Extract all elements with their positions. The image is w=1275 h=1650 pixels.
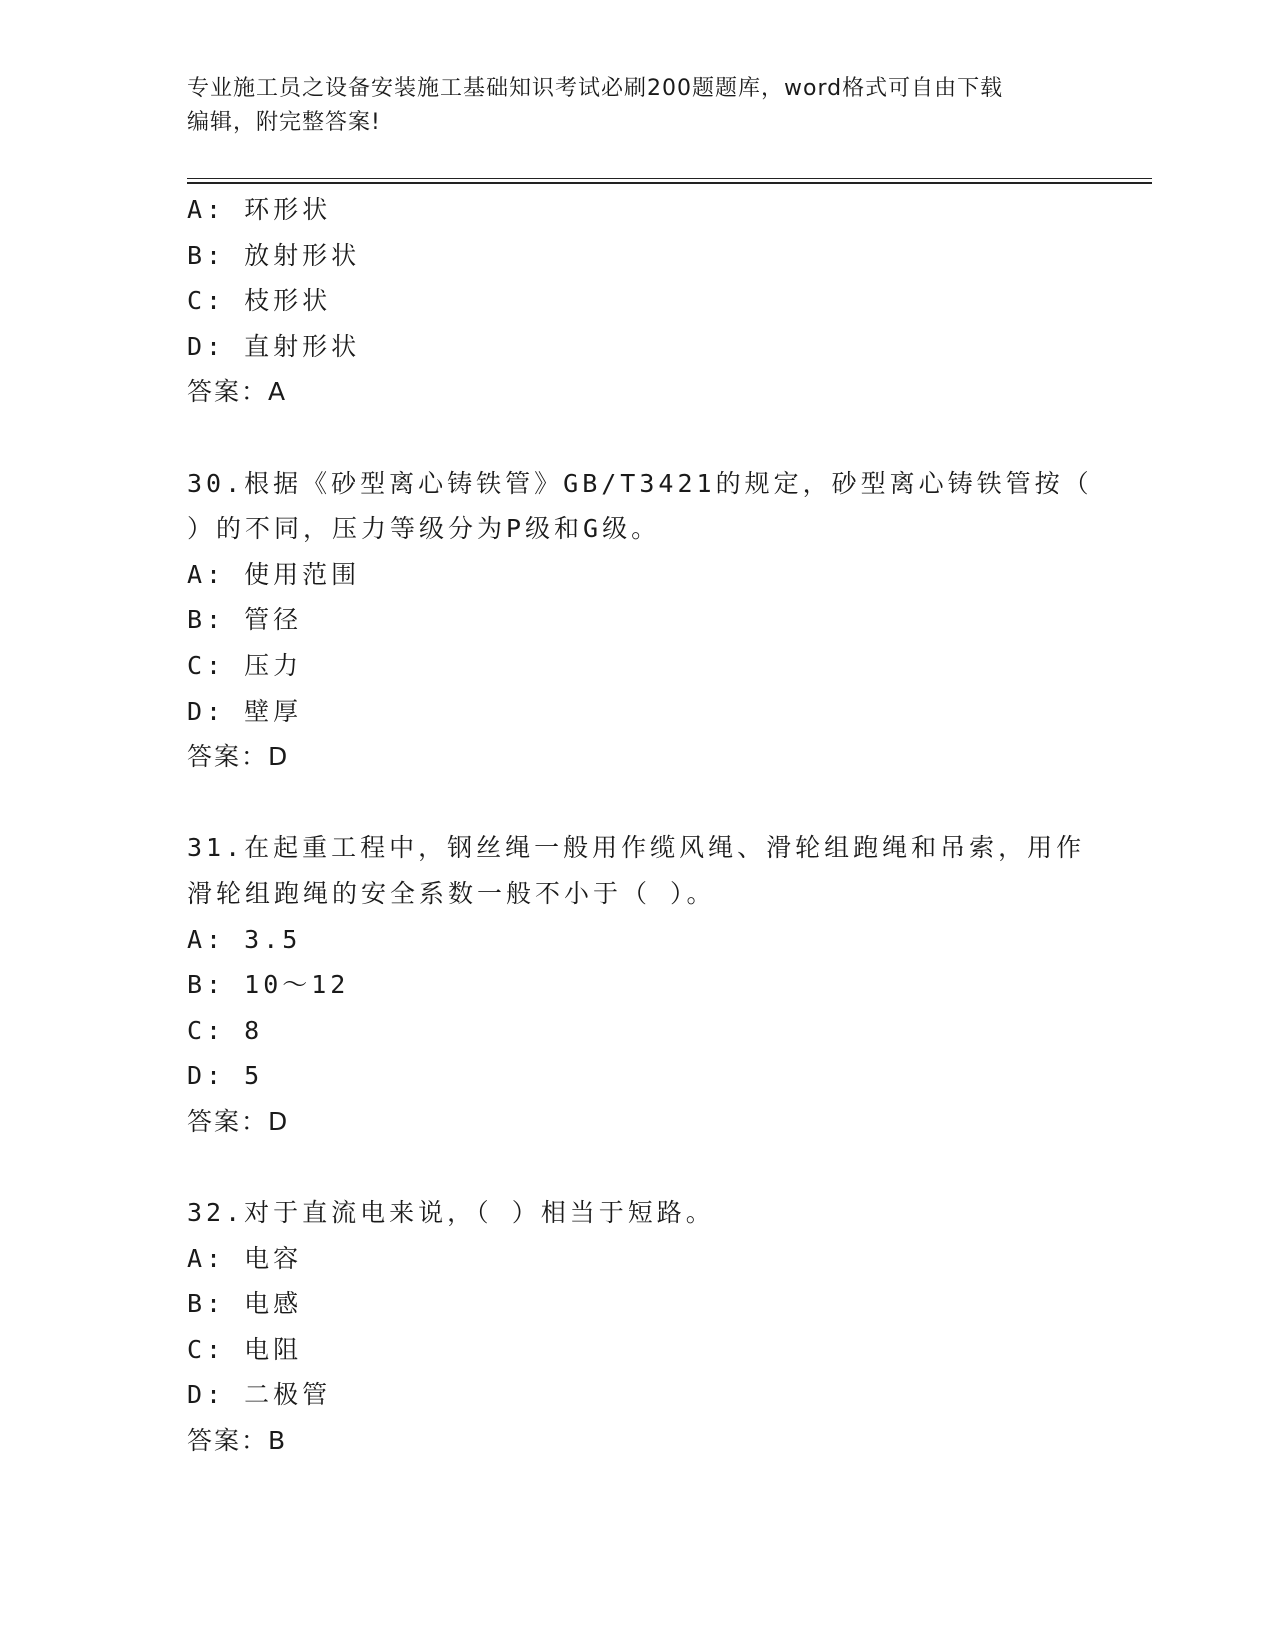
question-block bbox=[187, 1190, 1087, 1464]
spacer bbox=[187, 1144, 1087, 1190]
option-c: C: 电阻 bbox=[187, 1334, 303, 1364]
header-line-1: 专业施工员之设备安装施工基础知识考试必刷200题题库，word格式可自由下载 bbox=[187, 76, 1004, 101]
question-stem-line: 31.在起重工程中，钢丝绳一般用作缆风绳、滑轮组跑绳和吊索，用作 bbox=[187, 833, 1086, 863]
question-block bbox=[187, 825, 1087, 1144]
option-a: A: 环形状 bbox=[187, 195, 332, 224]
question-stem-line: ）的不同，压力等级分为P级和G级。 bbox=[187, 514, 661, 544]
answer: 答案：A bbox=[187, 377, 288, 407]
header-divider-thick bbox=[187, 182, 1152, 184]
question-block bbox=[187, 187, 1087, 415]
option-a: A: 3.5 bbox=[187, 924, 302, 954]
spacer bbox=[187, 415, 1087, 461]
option-b: B: 电感 bbox=[187, 1289, 303, 1319]
answer: 答案：D bbox=[187, 742, 290, 772]
question-stem-line: 30.根据《砂型离心铸铁管》GB/T3421的规定，砂型离心铸铁管按（ bbox=[187, 468, 1093, 498]
option-c: C: 压力 bbox=[187, 650, 303, 680]
question-block bbox=[187, 461, 1093, 780]
spacer bbox=[187, 780, 1087, 826]
question-stem-line: 滑轮组跑绳的安全系数一般不小于（ ）。 bbox=[187, 878, 716, 908]
option-b: B: 管径 bbox=[187, 605, 303, 635]
option-d: D: 壁厚 bbox=[187, 696, 303, 726]
option-d: D: 直射形状 bbox=[187, 331, 361, 361]
question-list bbox=[187, 187, 1093, 1464]
answer: 答案：B bbox=[187, 1426, 288, 1456]
document-header bbox=[187, 72, 1087, 140]
option-c: C: 枝形状 bbox=[187, 286, 332, 316]
answer: 答案：D bbox=[187, 1106, 290, 1136]
question-stem-line: 32.对于直流电来说，（ ）相当于短路。 bbox=[187, 1198, 715, 1228]
option-c: C: 8 bbox=[187, 1015, 264, 1045]
header-line-2: 编辑，附完整答案! bbox=[187, 110, 381, 135]
header-divider-thin bbox=[187, 178, 1152, 179]
option-d: D: 二极管 bbox=[187, 1380, 332, 1410]
option-d: D: 5 bbox=[187, 1061, 264, 1091]
option-b: B: 10～12 bbox=[187, 970, 350, 1000]
option-a: A: 电容 bbox=[187, 1243, 303, 1273]
option-b: B: 放射形状 bbox=[187, 240, 361, 270]
option-a: A: 使用范围 bbox=[187, 559, 361, 589]
